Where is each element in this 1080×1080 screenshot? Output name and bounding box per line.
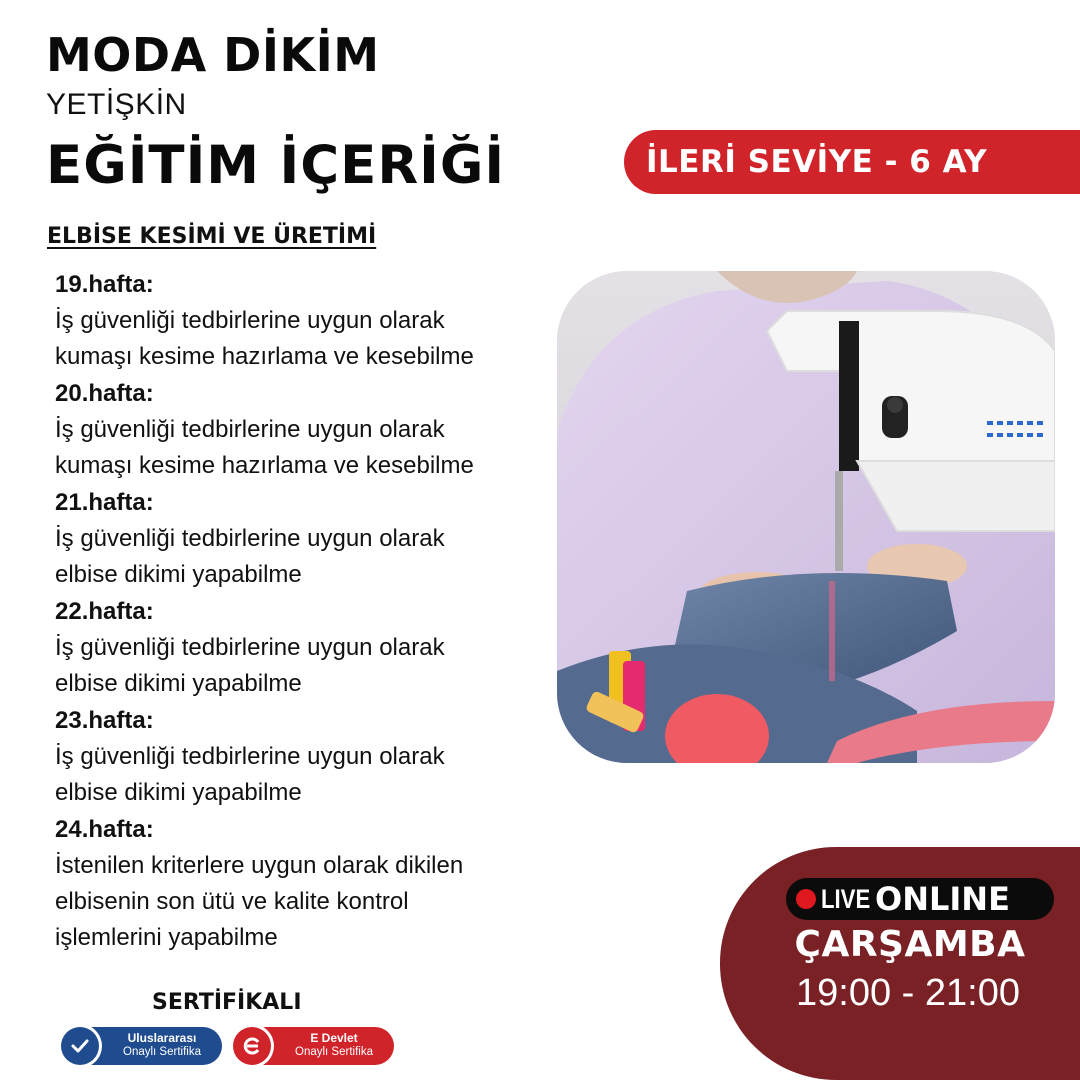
live-label: LIVE xyxy=(821,883,871,914)
page-subtitle: YETİŞKİN xyxy=(46,88,187,121)
week-item xyxy=(55,484,555,593)
week-description: İş güvenliği tedbirlerine uygun olarak kumaşı kesime hazırlama ve kesebilme xyxy=(55,416,474,479)
certificate-sublabel: Onaylı Sertifika xyxy=(123,1046,201,1058)
level-badge xyxy=(624,130,1080,194)
edevlet-certificate-badge xyxy=(232,1027,394,1065)
level-badge-text: İLERİ SEVİYE - 6 AY xyxy=(646,144,988,180)
certificate-label: Uluslararası xyxy=(127,1031,197,1045)
certificate-title: SERTİFİKALI xyxy=(152,990,302,1015)
e-devlet-logo-icon xyxy=(230,1024,274,1068)
sewing-illustration xyxy=(557,271,1055,763)
schedule-day: ÇARŞAMBA xyxy=(794,924,1026,965)
week-description: İş güvenliği tedbirlerine uygun olarak elbise dikimi yapabilme xyxy=(55,743,445,806)
week-title: 23.hafta: xyxy=(55,707,154,734)
checkmark-icon xyxy=(58,1024,102,1068)
live-online-badge xyxy=(786,878,1054,920)
week-item xyxy=(55,593,555,702)
week-list xyxy=(55,266,555,956)
week-title: 19.hafta: xyxy=(55,271,154,298)
week-item xyxy=(55,266,555,375)
page-title: MODA DİKİM xyxy=(46,28,380,82)
week-item xyxy=(55,375,555,484)
certificate-label: E Devlet xyxy=(310,1031,358,1045)
week-title: 20.hafta: xyxy=(55,380,154,407)
week-item xyxy=(55,811,555,956)
week-description: İstenilen kriterlere uygun olarak dikilen elbisenin son ütü ve kalite kontrol işlemlerini yapabilme xyxy=(55,852,464,951)
live-dot-icon xyxy=(796,889,816,909)
international-certificate-badge xyxy=(60,1027,222,1065)
week-description: İş güvenliği tedbirlerine uygun olarak kumaşı kesime hazırlama ve kesebilme xyxy=(55,307,474,370)
week-description: İş güvenliği tedbirlerine uygun olarak elbise dikimi yapabilme xyxy=(55,525,445,588)
schedule-time: 19:00 - 21:00 xyxy=(796,972,1020,1014)
week-title: 22.hafta: xyxy=(55,598,154,625)
week-item xyxy=(55,702,555,811)
week-title: 24.hafta: xyxy=(55,816,154,843)
page-title-secondary: EĞİTİM İÇERİĞİ xyxy=(46,135,506,196)
certificate-sublabel: Onaylı Sertifika xyxy=(295,1046,373,1058)
section-heading: ELBİSE KESİMİ VE ÜRETİMİ xyxy=(47,224,377,249)
sewing-machine-photo xyxy=(557,271,1055,763)
week-title: 21.hafta: xyxy=(55,489,154,516)
online-label: ONLINE xyxy=(875,880,1010,918)
week-description: İş güvenliği tedbirlerine uygun olarak elbise dikimi yapabilme xyxy=(55,634,445,697)
